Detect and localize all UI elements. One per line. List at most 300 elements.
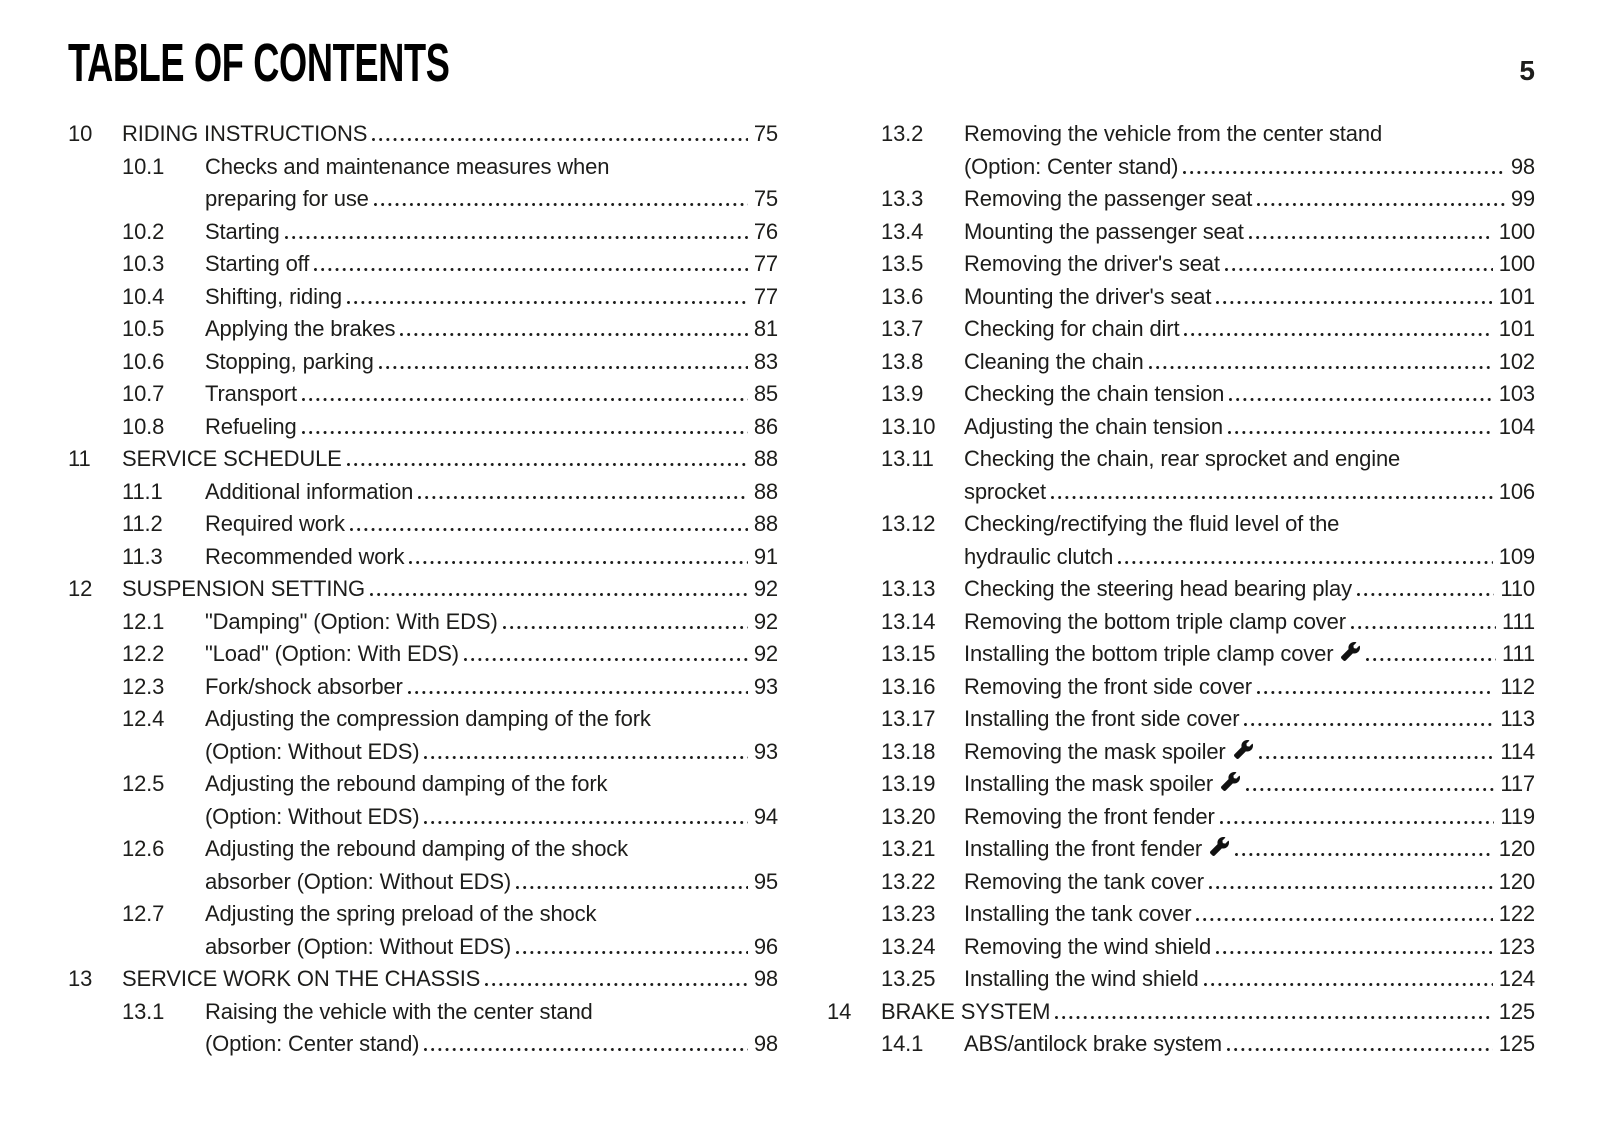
toc-entry-line [205,411,778,444]
toc-entry-number: 13.25 [881,966,936,991]
toc-entry-body [964,898,1535,931]
toc-entry-title: Checking the chain, rear sprocket and engine [964,446,1401,471]
toc-entry-body [881,996,1535,1029]
toc-entry-title: SUSPENSION SETTING [122,576,366,601]
toc-entry-body [205,606,778,639]
toc-entry-number: 10.4 [122,283,165,309]
toc-entry-line [964,671,1535,704]
toc-entry-page: 95 [753,868,778,894]
toc-entry-line [205,898,778,931]
toc-entry-line [964,606,1535,639]
toc-row-12.1[interactable] [68,606,778,639]
dot-leader [418,496,748,499]
toc-entry-body [205,671,778,704]
toc-entry-number: 13.19 [881,771,936,796]
dot-leader [1235,853,1493,856]
toc-entry-title: (Option: Without EDS) [205,738,420,764]
toc-row-13.20[interactable] [827,801,1535,834]
dot-leader [302,431,748,434]
toc-entry-title: Removing the bottom triple clamp cover [964,608,1346,634]
toc-entry-line [205,248,778,281]
toc-entry-body [964,768,1535,801]
toc-entry-page: 94 [753,803,778,829]
toc-row-13.2[interactable] [827,118,1535,183]
toc-row-11.3[interactable] [68,541,778,574]
dot-leader [372,138,748,141]
toc-entry-number: 12.6 [122,836,165,861]
toc-entry-title: Checking for chain dirt [964,316,1180,341]
toc-entry-body [205,411,778,444]
toc-entry-line [964,573,1535,606]
toc-row-13.13[interactable] [827,573,1535,606]
toc-entry-page: 86 [753,413,778,439]
toc-entry-title: Checking the steering head bearing play [964,576,1352,601]
toc-entry-line [205,183,778,216]
dot-leader [1149,366,1493,369]
toc-entry-number: 13.1 [122,998,165,1024]
toc-entry-line [205,508,778,541]
toc-entry-number: 12.2 [122,641,165,666]
toc-entry-line [205,313,778,346]
toc-entry-title: Stopping, parking [205,348,374,374]
dot-leader [424,821,747,824]
toc-entry-line [964,638,1535,671]
toc-entry-number: 13.22 [881,868,936,894]
toc-entry-title: "Damping" (Option: With EDS) [205,608,498,634]
toc-entry-title: Fork/shock absorber [205,673,403,699]
toc-entry-number: 11.3 [122,543,163,569]
dot-leader [1229,398,1492,401]
toc-entry-page: 76 [753,218,778,244]
toc-entry-title: Removing the tank cover [964,868,1204,894]
toc-entry-body [205,898,778,963]
dot-leader [1220,821,1495,824]
toc-entry-title: Installing the front side cover [964,706,1240,731]
toc-entry-line [964,703,1535,736]
toc-entry-number: 13.14 [881,608,936,634]
toc-row-13.24[interactable] [827,931,1535,964]
toc-row-12.6[interactable] [68,833,778,898]
toc-row-13[interactable] [68,963,778,996]
toc-entry-title: SERVICE WORK ON THE CHASSIS [122,966,481,991]
dot-leader [1118,561,1493,564]
wrench-icon [1220,772,1241,791]
toc-entry-number: 12.5 [122,771,165,796]
toc-entry-line [205,378,778,411]
toc-entry-line [964,833,1535,866]
toc-entry-title: hydraulic clutch [964,543,1114,569]
toc-entry-title: Checks and maintenance measures when [205,153,610,179]
toc-entry-line [205,216,778,249]
toc-entry-title: Starting off [205,251,310,276]
toc-entry-body [205,248,778,281]
toc-entry-body [964,118,1535,183]
dot-leader [379,366,748,369]
toc-row-13.3[interactable] [827,183,1535,216]
toc-entry-number: 13.4 [881,218,924,244]
toc-entry-line [205,541,778,574]
toc-entry-title: Transport [205,381,297,406]
toc-row-10.3[interactable] [68,248,778,281]
toc-row-12.3[interactable] [68,671,778,704]
toc-entry-line [964,866,1535,899]
toc-entry-body [205,638,778,671]
toc-entry-page: 117 [1500,771,1535,796]
toc-entry-line [964,411,1535,444]
toc-entry-page: 101 [1498,316,1535,341]
dot-leader [1184,333,1492,336]
toc-entry-page: 96 [753,933,778,959]
toc-entry-line [964,346,1535,379]
toc-row-14.1[interactable] [827,1028,1535,1061]
toc-entry-title: Recommended work [205,543,405,569]
toc-entry-number: 11.1 [122,478,163,504]
toc-entry-title: (Option: Without EDS) [205,803,420,829]
toc-entry-body [964,801,1535,834]
toc-row-13.10[interactable] [827,411,1535,444]
toc-entry-line [964,118,1535,151]
toc-entry-number: 12.4 [122,706,165,731]
toc-entry-line [205,736,778,769]
toc-row-13.23[interactable] [827,898,1535,931]
toc-entry-page: 92 [753,641,778,666]
toc-entry-title: Adjusting the chain tension [964,413,1223,439]
toc-row-10.6[interactable] [68,346,778,379]
toc-entry-number: 13.18 [881,738,936,764]
toc-entry-title: Removing the front fender [964,803,1215,829]
toc-entry-page: 120 [1498,868,1535,894]
toc-entry-title: Mounting the passenger seat [964,218,1244,244]
dot-leader [409,561,747,564]
toc-entry-body [205,508,778,541]
toc-entry-page: 122 [1498,901,1535,926]
wrench-icon [1209,837,1230,856]
toc-entry-body [205,281,778,314]
dot-leader [408,691,748,694]
toc-entry-number: 12.7 [122,901,165,926]
toc-entry-body [205,703,778,768]
dot-leader [1246,788,1494,791]
toc-entry-title: ABS/antilock brake system [964,1031,1222,1056]
toc-entry-title: BRAKE SYSTEM [881,998,1051,1024]
toc-row-11.1[interactable] [68,476,778,509]
toc-row-13.5[interactable] [827,248,1535,281]
toc-entry-number: 13.10 [881,413,936,439]
toc-entry-body [205,346,778,379]
toc-entry-line [205,801,778,834]
toc-entry-title: absorber (Option: Without EDS) [205,868,512,894]
toc-row-13.6[interactable] [827,281,1535,314]
toc-row-10.4[interactable] [68,281,778,314]
toc-entry-page: 81 [753,316,778,341]
toc-row-13.22[interactable] [827,866,1535,899]
toc-entry-body [205,768,778,833]
toc-column-left [68,118,778,1061]
toc-entry-page: 103 [1498,381,1535,406]
dot-leader [1259,756,1495,759]
toc-entry-line [964,476,1535,509]
toc-entry-title: Mounting the driver's seat [964,283,1212,309]
dot-leader [1228,431,1493,434]
toc-entry-body [205,541,778,574]
toc-entry-body [964,281,1535,314]
toc-entry-title: Checking the chain tension [964,381,1225,406]
toc-entry-title: preparing for use [205,186,369,211]
toc-entry-number: 10.6 [122,348,165,374]
toc-entry-body [964,573,1535,606]
toc-entry-number: 12.1 [122,608,165,634]
toc-entry-page: 83 [753,348,778,374]
toc-entry-page: 85 [753,381,778,406]
toc-row-10.7[interactable] [68,378,778,411]
toc-entry-page: 123 [1498,933,1535,959]
toc-entry-line [122,443,778,476]
dot-leader [347,463,748,466]
toc-entry-title: Installing the bottom triple clamp cover [964,641,1334,666]
toc-entry-body [205,216,778,249]
dot-leader [400,333,747,336]
toc-entry-line [964,508,1535,541]
toc-entry-number: 13.13 [881,576,936,601]
dot-leader [1055,1016,1492,1019]
toc-row-10.2[interactable] [68,216,778,249]
dot-leader [516,886,748,889]
toc-entry-line [964,313,1535,346]
toc-entry-number: 13.2 [881,121,924,146]
toc-entry-body [964,346,1535,379]
toc-row-13.25[interactable] [827,963,1535,996]
dot-leader [1244,723,1494,726]
toc-row-13.1[interactable] [68,996,778,1061]
toc-entry-title: SERVICE SCHEDULE [122,446,342,471]
toc-entry-title: Removing the vehicle from the center stand [964,121,1383,146]
toc-entry-number: 10.1 [122,153,165,179]
toc-entry-body [122,118,778,151]
toc-entry-number: 13 [68,966,93,991]
toc-entry-title: sprocket [964,478,1046,504]
dot-leader [1249,236,1493,239]
toc-row-10[interactable] [68,118,778,151]
toc-entry-body [205,833,778,898]
toc-entry-number: 13.7 [881,316,924,341]
wrench-icon [1233,740,1254,759]
toc-row-13.18[interactable] [827,736,1535,769]
toc-entry-number: 13.6 [881,283,924,309]
toc-row-13.9[interactable] [827,378,1535,411]
toc-entry-page: 92 [753,576,778,601]
toc-entry-page: 109 [1498,543,1535,569]
toc-entry-body [964,638,1535,671]
toc-entry-line [964,736,1535,769]
toc-entry-number: 13.12 [881,511,936,536]
toc-entry-body [964,606,1535,639]
toc-entry-number: 11 [68,446,91,471]
dot-leader [1183,171,1504,174]
toc-entry-page: 98 [1510,153,1535,179]
toc-row-13.4[interactable] [827,216,1535,249]
toc-row-13.19[interactable] [827,768,1535,801]
toc-entry-number: 13.16 [881,673,936,699]
toc-entry-title: Installing the wind shield [964,966,1199,991]
toc-row-13.12[interactable] [827,508,1535,573]
toc-entry-body [205,151,778,216]
toc-row-12[interactable] [68,573,778,606]
toc-entry-body [964,703,1535,736]
toc-row-10.5[interactable] [68,313,778,346]
toc-entry-title: Adjusting the rebound damping of the fork [205,771,608,796]
toc-entry-title: Installing the tank cover [964,901,1192,926]
toc-entry-body [964,671,1535,704]
dot-leader [1351,626,1496,629]
toc-entry-page: 113 [1500,706,1535,731]
toc-entry-line [205,638,778,671]
toc-entry-line [205,476,778,509]
toc-entry-page: 75 [753,186,778,211]
toc-entry-number: 13.5 [881,251,924,276]
toc-entry-page: 125 [1498,998,1535,1024]
dot-leader [1357,593,1494,596]
toc-entry-body [205,313,778,346]
dot-leader [516,951,748,954]
dot-leader [1216,301,1492,304]
toc-entry-page: 114 [1500,738,1535,764]
toc-entry-line [964,281,1535,314]
toc-entry-line [205,703,778,736]
toc-row-10.1[interactable] [68,151,778,216]
page-number: 5 [1519,55,1535,86]
toc-entry-body [205,476,778,509]
toc-row-13.7[interactable] [827,313,1535,346]
toc-entry-body [122,963,778,996]
dot-leader [1216,951,1493,954]
toc-entry-line [205,281,778,314]
toc-row-11.2[interactable] [68,508,778,541]
toc-row-13.21[interactable] [827,833,1535,866]
toc-entry-line [964,963,1535,996]
toc-entry-line [964,1028,1535,1061]
toc-entry-page: 119 [1500,803,1535,829]
toc-entry-number: 13.15 [881,641,936,666]
toc-entry-line [205,1028,778,1061]
toc-entry-number: 13.8 [881,348,924,374]
page-title: TABLE OF CONTENTS [68,33,450,93]
toc-entry-page: 88 [753,511,778,536]
toc-entry-title: Required work [205,511,345,536]
toc-row-10.8[interactable] [68,411,778,444]
toc-entry-title: Installing the mask spoiler [964,771,1214,796]
toc-entry-body [964,313,1535,346]
dot-leader [464,658,748,661]
toc-entry-title: Removing the wind shield [964,933,1212,959]
toc-column-right [827,118,1535,1061]
dot-leader [374,203,748,206]
toc-entry-line [964,801,1535,834]
toc-entry-line [205,833,778,866]
toc-row-13.11[interactable] [827,443,1535,508]
dot-leader [1257,691,1494,694]
toc-entry-body [964,833,1535,866]
toc-entry-page: 77 [753,283,778,309]
dot-leader [424,1048,747,1051]
toc-entry-page: 93 [753,673,778,699]
toc-entry-line [964,443,1535,476]
toc-entry-line [205,606,778,639]
toc-entry-body [964,963,1535,996]
toc-entry-body [964,931,1535,964]
toc-row-13.15[interactable] [827,638,1535,671]
toc-entry-number: 13.21 [881,836,936,861]
toc-entry-number: 10.7 [122,381,165,406]
dot-leader [1225,268,1493,271]
toc-entry-number: 11.2 [122,511,163,536]
toc-entry-title: Applying the brakes [205,316,396,341]
toc-entry-title: Shifting, riding [205,283,343,309]
toc-entry-page: 125 [1498,1031,1535,1056]
toc-entry-title: Refueling [205,413,297,439]
toc-entry-title: absorber (Option: Without EDS) [205,933,512,959]
toc-row-12.5[interactable] [68,768,778,833]
toc-entry-page: 111 [1502,641,1535,666]
toc-entry-page: 102 [1498,348,1535,374]
toc-entry-number: 13.3 [881,186,924,211]
toc-entry-line [205,931,778,964]
toc-entry-line [205,996,778,1029]
toc-row-12.2[interactable] [68,638,778,671]
dot-leader [503,626,748,629]
wrench-icon [1340,642,1361,661]
toc-entry-line [122,573,778,606]
toc-entry-page: 106 [1498,478,1535,504]
dot-leader [1051,496,1493,499]
toc-entry-title: Removing the driver's seat [964,251,1220,276]
toc-row-14[interactable] [827,996,1535,1029]
toc-entry-page: 88 [753,478,778,504]
toc-entry-line [964,151,1535,184]
toc-row-12.7[interactable] [68,898,778,963]
toc-entry-line [964,541,1535,574]
toc-entry-body [964,216,1535,249]
toc-entry-body [205,378,778,411]
toc-entry-body [964,378,1535,411]
toc-row-13.8[interactable] [827,346,1535,379]
toc-entry-page: 100 [1498,218,1535,244]
toc-entry-body [964,1028,1535,1061]
toc-row-11[interactable] [68,443,778,476]
toc-row-13.16[interactable] [827,671,1535,704]
toc-entry-title: Adjusting the spring preload of the shock [205,901,597,926]
toc-entry-title: (Option: Center stand) [964,153,1179,179]
toc-entry-page: 98 [753,966,778,991]
dot-leader [302,398,748,401]
toc-entry-number: 10.3 [122,251,165,276]
toc-entry-line [964,183,1535,216]
toc-entry-line [964,931,1535,964]
toc-entry-line [964,768,1535,801]
toc-row-13.14[interactable] [827,606,1535,639]
toc-entry-page: 88 [753,446,778,471]
dot-leader [1209,886,1493,889]
toc-entry-title: Checking/rectifying the fluid level of the [964,511,1340,536]
toc-entry-number: 13.17 [881,706,936,731]
dot-leader [1204,983,1493,986]
toc-entry-title: Additional information [205,478,414,504]
toc-entry-line [964,378,1535,411]
toc-row-13.17[interactable] [827,703,1535,736]
toc-entry-page: 104 [1498,413,1535,439]
dot-leader [1257,203,1505,206]
toc-entry-body [964,508,1535,573]
toc-row-12.4[interactable] [68,703,778,768]
